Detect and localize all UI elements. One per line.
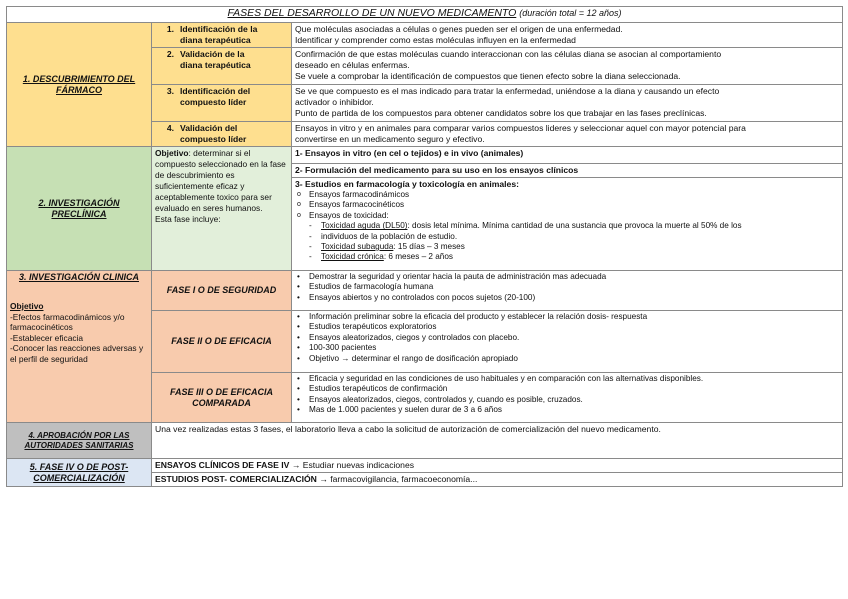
list-item: • Estudios de farmacología humana	[295, 282, 839, 292]
list-item: • Estudios terapéuticos exploratorios	[295, 322, 839, 332]
list-item: o Ensayos de toxicidad:	[295, 211, 839, 221]
phase-4-trials: ENSAYOS CLÍNICOS DE FASE IV → Estudiar nuevas indicaciones	[152, 459, 843, 473]
section-4-label: 4. APROBACIÓN POR LAS AUTORIDADES SANITARIAS	[7, 423, 152, 459]
preclinical-objective: Objetivo: determinar si el compuesto seleccionado en la fase de descubrimiento es suficientemente eficaz y aceptablemente toxico para ser evaluado en seres humanos. Esta fase incluye:	[152, 147, 292, 271]
list-item: • Información preliminar sobre la eficacia del producto y establecer la relación dosis- respuesta	[295, 312, 839, 322]
approval-text: Una vez realizadas estas 3 fases, el laboratorio lleva a cabo la solicitud de autorización de comercialización del nuevo medicamento.	[152, 423, 843, 459]
phase-1-items	[292, 271, 843, 311]
step-1-description: Que moléculas asociadas a células o genes pueden ser el origen de una enfermedad. Identificar y comprender como estas moléculas influyen en la enfermedad	[292, 23, 843, 48]
section-2-label: 2. INVESTIGACIÓN PRECLÍNICA	[7, 147, 152, 271]
development-phases-table	[6, 6, 843, 487]
list-item: • Eficacia y seguridad en las condiciones de uso habituales y en comparación con las alternativas disponibles.	[295, 374, 839, 384]
toxicity-item-cont: - individuos de la población de estudio.	[295, 232, 839, 242]
list-item: • Ensayos aleatorizados, ciegos, controlados y, cuando es posible, cruzados.	[295, 395, 839, 405]
preclinical-item-2: 2- Formulación del medicamento para su uso en los ensayos clínicos	[292, 164, 843, 178]
phase-2-items	[292, 311, 843, 373]
table-title: FASES DEL DESARROLLO DE UN NUEVO MEDICAMENTO (duración total = 12 años)	[7, 7, 843, 23]
step-4-description: Ensayos in vitro y en animales para comparar varios compuestos lideres y seleccionar aquel con mayor potencial para convertirse en un medicamento seguro y efectivo.	[292, 122, 843, 147]
step-4: 4. Validación del compuesto líder	[152, 122, 292, 147]
list-item: o Ensayos farmacodinámicos	[295, 190, 839, 200]
phase-1-name: FASE I O DE SEGURIDAD	[152, 271, 292, 311]
phase-3-items	[292, 373, 843, 423]
list-item: • Ensayos aleatorizados, ciegos y controlados con placebo.	[295, 333, 839, 343]
phase-3-name: FASE III O DE EFICACIA COMPARADA	[152, 373, 292, 423]
phase-2-name: FASE II O DE EFICACIA	[152, 311, 292, 373]
list-item: • Ensayos abiertos y no controlados con pocos sujetos (20-100)	[295, 293, 839, 303]
step-3: 3. Identificación del compuesto líder	[152, 85, 292, 122]
toxicity-item: - Toxicidad aguda (DL50): dosis letal mínima. Mínima cantidad de una sustancia que provoca la muerte al 50% de los	[295, 221, 839, 231]
preclinical-item-3: 3- Estudios en farmacología y toxicología en animales: o Ensayos farmacodinámicos o Ensayos farmacocinéticos o Ensayos de toxicidad: - Toxicidad aguda (DL50): dosis letal mínima. Mínima cantidad de una sustancia que provoca la muerte al 50% de los - individuos de la población de estudio. - Toxicidad subaguda: 15 días – 3 meses - Toxicidad crónica: 6 meses – 2 años	[292, 178, 843, 271]
list-item: • Objetivo → determinar el rango de dosificación apropiado	[295, 354, 839, 364]
section-5-label: 5. FASE IV O DE POST-COMERCIALIZACIÓN	[7, 459, 152, 487]
step-2: 2. Validación de la diana terapéutica	[152, 48, 292, 85]
list-item: o Ensayos farmacocinéticos	[295, 200, 839, 210]
toxicity-item: - Toxicidad subaguda: 15 días – 3 meses	[295, 242, 839, 252]
list-item: • 100-300 pacientes	[295, 343, 839, 353]
post-marketing-studies: ESTUDIOS POST- COMERCIALIZACIÓN → farmacovigilancia, farmacoeconomía...	[152, 473, 843, 487]
list-item: • Demostrar la seguridad y orientar hacia la pauta de administración mas adecuada	[295, 272, 839, 282]
list-item: • Estudios terapéuticos de confirmación	[295, 384, 839, 394]
preclinical-item-1: 1- Ensayos in vitro (en cel o tejidos) e in vivo (animales)	[292, 147, 843, 164]
section-1-label: 1. DESCUBRIMIENTO DEL FÁRMACO	[7, 23, 152, 147]
step-1: 1. Identificación de la diana terapéutica	[152, 23, 292, 48]
step-2-description: Confirmación de que estas moléculas cuando interaccionan con las células diana se asocian al comportamiento deseado en células enfermas. Se vuele a comprobar la identificación de compuestos que tienen efecto sobre la diana seleccionada.	[292, 48, 843, 85]
list-item: • Mas de 1.000 pacientes y suelen durar de 3 a 6 años	[295, 405, 839, 415]
toxicity-item: - Toxicidad crónica: 6 meses – 2 años	[295, 252, 839, 262]
section-3-label: 3. INVESTIGACIÓN CLINICA Objetivo -Efectos farmacodinámicos y/o farmacocinéticos -Establecer eficacia -Conocer las reacciones adversas y el perfil de seguridad	[7, 271, 152, 423]
step-3-description: Se ve que compuesto es el mas indicado para tratar la enfermedad, uniéndose a la diana y causando un efecto activador o inhibidor. Punto de partida de los compuestos para obtener candidatos sobre los que trabajar en las fases preclínicas.	[292, 85, 843, 122]
